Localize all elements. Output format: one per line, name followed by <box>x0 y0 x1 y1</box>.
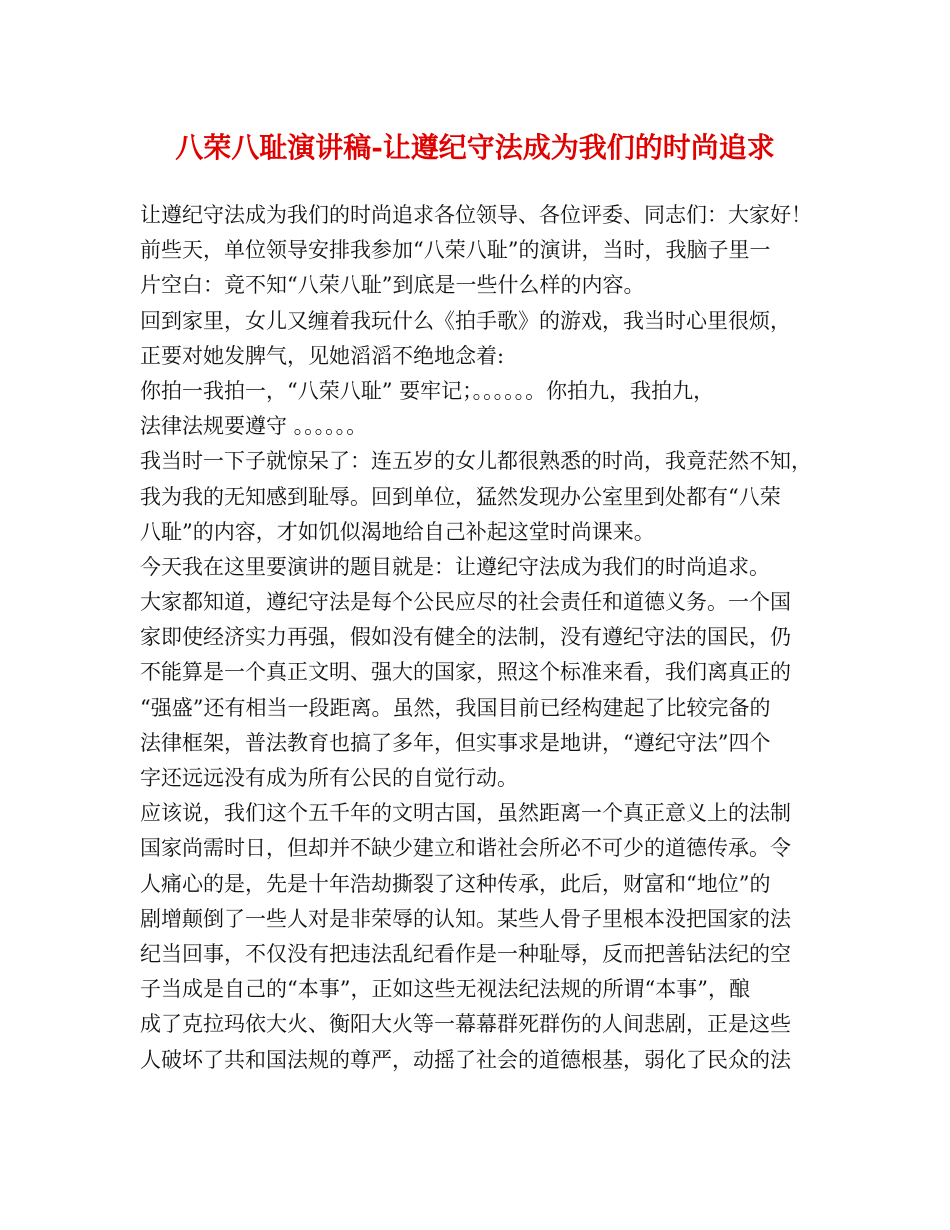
body-line: 正要对她发脾气，见她滔滔不绝地念着: <box>140 343 505 368</box>
body-line: 法律法规要遵守 。。。。。。 <box>140 414 368 439</box>
body-line: 我当时一下子就惊呆了：连五岁的女儿都很熟悉的时尚，我竟茫然不知， <box>140 449 812 474</box>
body-line: 片空白：竟不知“八荣八耻”到底是一些什么样的内容。 <box>140 273 645 298</box>
body-line: 让遵纪守法成为我们的时尚追求各位领导、各位评委、同志们：大家好！ <box>140 203 812 227</box>
body-line: 家即使经济实力再强，假如没有健全的法制，没有遵纪守法的国民，仍 <box>140 625 791 650</box>
document-body <box>140 198 840 1078</box>
body-line: 剧增颠倒了一些人对是非荣辱的认知。某些人骨子里根本没把国家的法 <box>140 906 791 931</box>
document-title: 八荣八耻演讲稿-让遵纪守法成为我们的时尚追求 <box>175 131 775 164</box>
body-line: 你拍一我拍一，“八荣八耻” 要牢记；。。。。。。你拍九，我拍九， <box>140 378 715 403</box>
body-line: 八耻”的内容，才如饥似渴地给自己补起这堂时尚课来。 <box>140 519 655 544</box>
body-line: “强盛”还有相当一段距离。虽然，我国目前已经构建起了比较完备的 <box>140 695 771 720</box>
body-line: 纪当回事，不仅没有把违法乱纪看作是一种耻辱，反而把善钻法纪的空 <box>140 941 791 966</box>
body-line: 我为我的无知感到耻辱。回到单位，猛然发现办公室里到处都有“八荣 <box>140 484 781 509</box>
body-line: 大家都知道，遵纪守法是每个公民应尽的社会责任和道德义务。一个国 <box>140 590 791 615</box>
body-line: 子当成是自己的“本事”，正如这些无视法纪法规的所谓“本事”，酿 <box>140 977 750 1002</box>
body-line: 前些天，单位领导安排我参加“八荣八耻”的演讲，当时，我脑子里一 <box>140 238 771 263</box>
body-line: 回到家里，女儿又缠着我玩什么《拍手歌》的游戏，我当时心里很烦， <box>140 308 791 333</box>
body-line: 法律框架，普法教育也搞了多年，但实事求是地讲，“遵纪守法”四个 <box>140 730 771 755</box>
body-line: 人破坏了共和国法规的尊严，动摇了社会的道德根基，弱化了民众的法 <box>140 1047 791 1072</box>
body-line: 国家尚需时日，但却并不缺少建立和谐社会所必不可少的道德传承。令 <box>140 836 791 861</box>
body-line: 不能算是一个真正文明、强大的国家，照这个标准来看，我们离真正的 <box>140 660 791 685</box>
body-line: 字还远远没有成为所有公民的自觉行动。 <box>140 766 518 790</box>
body-line: 今天我在这里要演讲的题目就是：让遵纪守法成为我们的时尚追求。 <box>140 554 770 579</box>
body-line: 人痛心的是，先是十年浩劫撕裂了这种传承，此后，财富和“地位”的 <box>140 871 771 896</box>
body-line: 成了克拉玛依大火、衡阳大火等一幕幕群死群伤的人间悲剧，正是这些 <box>140 1012 791 1037</box>
body-line: 应该说，我们这个五千年的文明古国，虽然距离一个真正意义上的法制 <box>140 801 791 826</box>
